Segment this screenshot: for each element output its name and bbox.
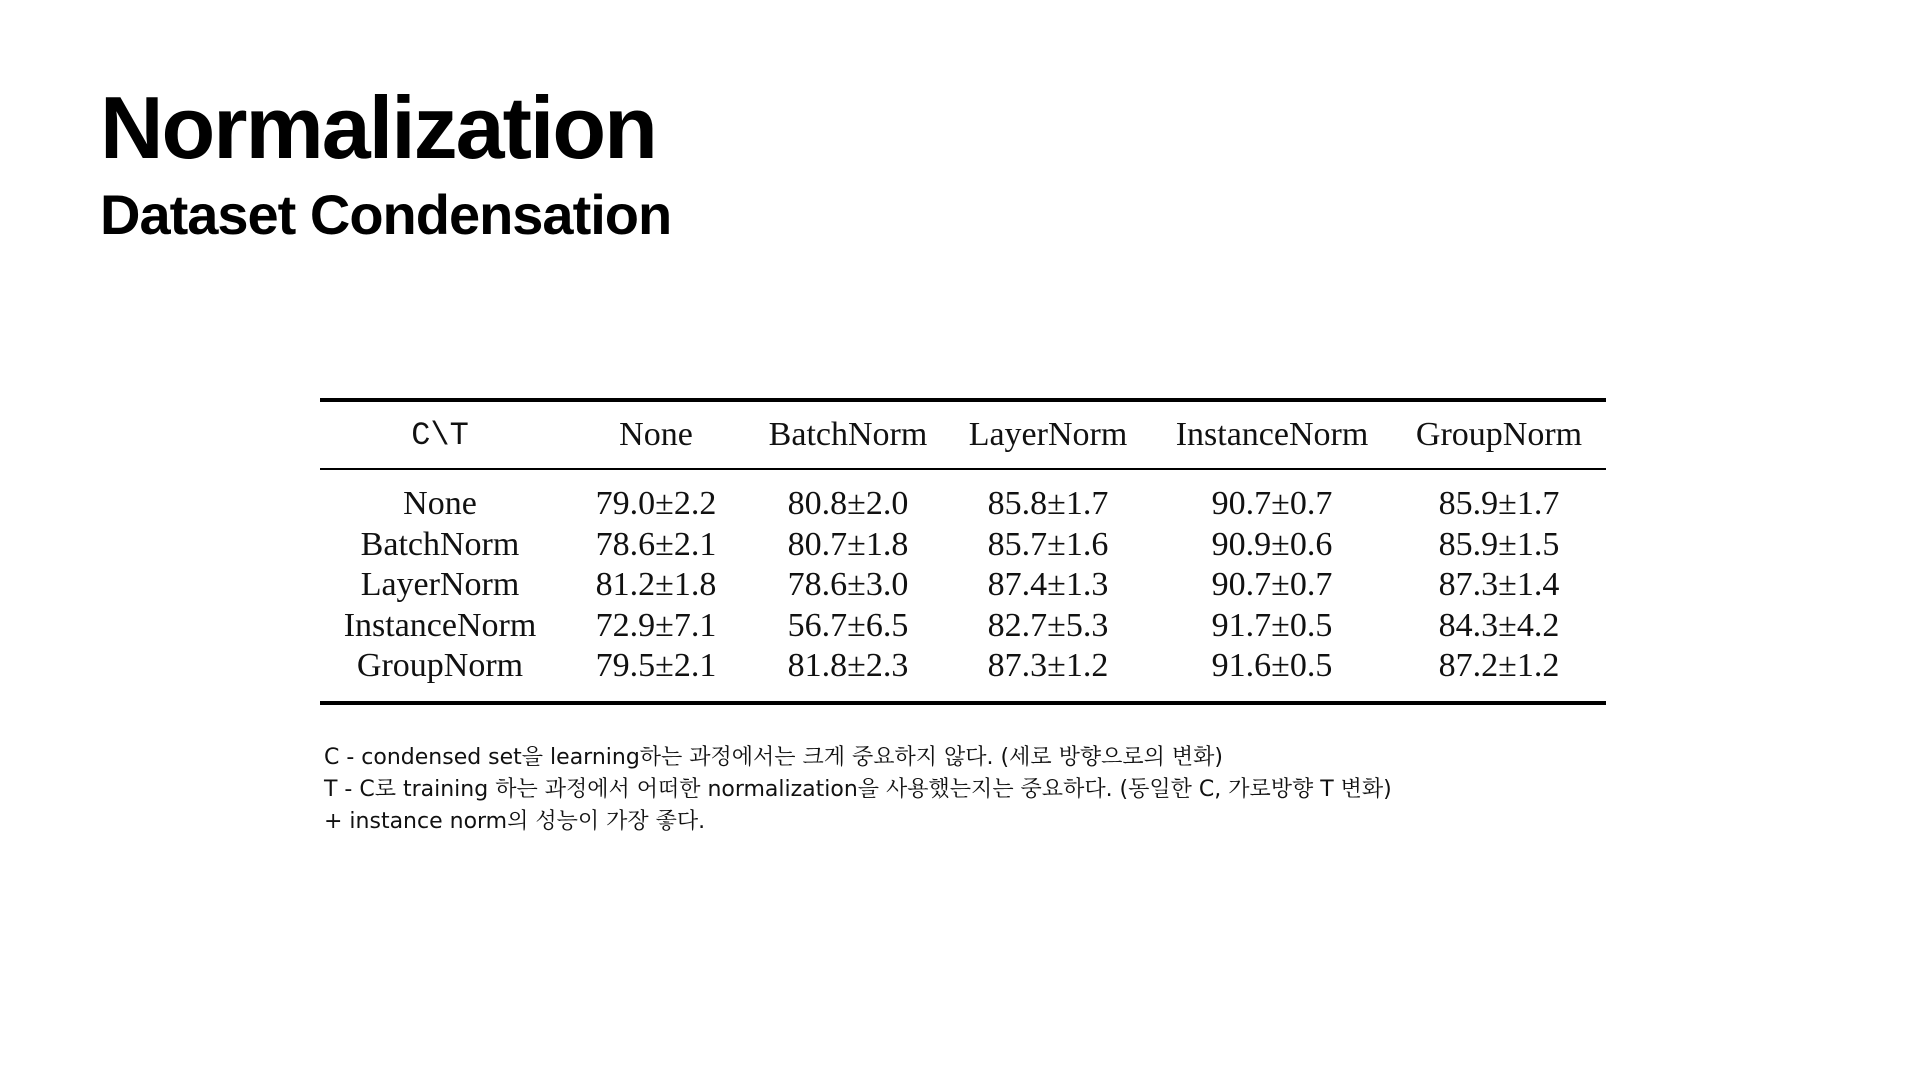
note-line: T - C로 training 하는 과정에서 어떠한 normalization을 사용했는지는 중요하다. (동일한 C, 가로방향 T 변화)	[324, 777, 1392, 802]
table-cell: 87.4±1.3	[987, 566, 1109, 604]
table-row	[320, 469, 1606, 525]
results-table	[320, 398, 1606, 705]
slide-subtitle: Dataset Condensation	[100, 183, 672, 246]
table-cell: 79.0±2.2	[595, 485, 717, 523]
notes-block	[324, 742, 1392, 838]
table-cell: 85.7±1.6	[987, 525, 1109, 563]
table-cell: 85.8±1.7	[987, 485, 1109, 523]
table-cell: 72.9±7.1	[595, 606, 717, 644]
row-label: InstanceNorm	[343, 606, 537, 644]
table-cell: 90.9±0.6	[1211, 525, 1333, 563]
table-cell: 85.9±1.7	[1438, 485, 1560, 523]
row-label: LayerNorm	[360, 566, 520, 604]
table-cell: 81.8±2.3	[787, 647, 909, 685]
row-label: GroupNorm	[356, 647, 524, 685]
table-cell: 91.6±0.5	[1211, 647, 1333, 685]
table-cell: 91.7±0.5	[1211, 606, 1333, 644]
row-label: BatchNorm	[360, 525, 520, 563]
table-cell: 90.7±0.7	[1211, 485, 1333, 523]
column-header: LayerNorm	[968, 416, 1128, 453]
table-row	[320, 646, 1606, 703]
column-header: GroupNorm	[1415, 416, 1583, 453]
table-cell: 87.2±1.2	[1438, 647, 1560, 685]
table-cell: 79.5±2.1	[595, 647, 717, 685]
table-cell: 85.9±1.5	[1438, 525, 1560, 563]
table-row	[320, 565, 1606, 606]
table-corner-header: C\T	[411, 416, 469, 454]
table-cell: 84.3±4.2	[1438, 606, 1560, 644]
table-cell: 56.7±6.5	[787, 606, 909, 644]
table-cell: 87.3±1.4	[1438, 566, 1560, 604]
column-header: InstanceNorm	[1175, 416, 1369, 453]
table-cell: 80.8±2.0	[787, 485, 909, 523]
table-row	[320, 606, 1606, 647]
table-cell: 80.7±1.8	[787, 525, 909, 563]
row-label: None	[403, 485, 477, 523]
results-table-container	[320, 398, 1606, 705]
table-cell: 81.2±1.8	[595, 566, 717, 604]
column-header: BatchNorm	[768, 416, 928, 453]
table-cell: 90.7±0.7	[1211, 566, 1333, 604]
table-header-row	[320, 400, 1606, 469]
table-cell: 78.6±3.0	[787, 566, 909, 604]
slide-title: Normalization	[100, 78, 656, 177]
column-header: None	[619, 416, 693, 453]
table-cell: 78.6±2.1	[595, 525, 717, 563]
note-line: C - condensed set을 learning하는 과정에서는 크게 중요하지 않다. (세로 방향으로의 변화)	[324, 745, 1223, 770]
table-cell: 82.7±5.3	[987, 606, 1109, 644]
table-cell: 87.3±1.2	[987, 647, 1109, 685]
note-line: + instance norm의 성능이 가장 좋다.	[324, 809, 706, 834]
table-row	[320, 525, 1606, 566]
